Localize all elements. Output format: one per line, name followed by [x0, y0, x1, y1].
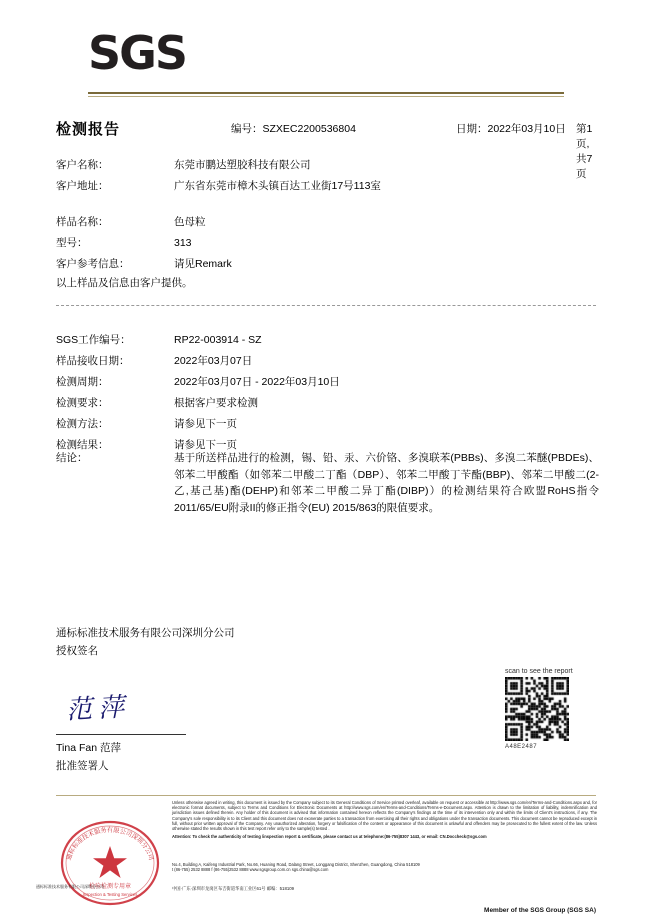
customer-name-label: 客户名称：	[56, 159, 109, 171]
field-row	[56, 233, 601, 254]
field-row	[56, 155, 601, 176]
handwritten-signature: 范萍	[65, 692, 131, 726]
test-results-label: 检测结果：	[56, 439, 109, 451]
report-number-value: SZXEC2200536804	[262, 123, 356, 135]
field-row	[56, 414, 601, 435]
footer-member: Member of the SGS Group (SGS SA)	[484, 907, 596, 914]
field-row	[56, 393, 601, 414]
authorized-signature-label: 授权签名	[56, 645, 98, 657]
customer-address-label: 客户地址：	[56, 180, 109, 192]
sgs-logo	[88, 26, 187, 80]
svg-text:Inspection & Testing Services: Inspection & Testing Services	[82, 892, 138, 897]
test-method-value: 请参见下一页	[174, 418, 237, 430]
sgs-logo-text: SGS	[88, 26, 187, 80]
footer-address-cn: 中国·广东·深圳市龙岗区布吉街道华南工业区61号 邮编：518109	[172, 886, 294, 891]
field-row	[56, 372, 601, 393]
sample-block	[56, 212, 601, 275]
field-row	[56, 330, 601, 351]
footer-address	[172, 862, 597, 873]
signature-underline	[56, 734, 186, 735]
footer-attention: Attention: To check the authenticity of testing /inspection report & certificate, please contact us at telephone:(86-755)8307 1443, or email: CN.Doccheck@sgs.com	[172, 833, 487, 839]
report-number-label: 编号：	[231, 123, 263, 135]
customer-reference-label: 客户参考信息：	[56, 258, 130, 270]
report-date-value: 2022年03月10日	[487, 123, 566, 135]
test-results-value: 请参见下一页	[174, 439, 237, 451]
sgs-job-no-label: SGS工作编号：	[56, 334, 131, 346]
sample-received-value: 2022年03月07日	[174, 355, 253, 367]
qr-caption: scan to see the report	[505, 668, 573, 675]
footer-address-en: No.4, Building A, Kaifeng Industrial Park, No.66, Huaning Road, Dalang Street, Longgang District, Shenzhen, Guangdong, China 518109	[172, 862, 420, 867]
signer-name: Tina Fan 范萍	[56, 742, 121, 754]
field-row	[56, 351, 601, 372]
signing-company: 通标标准技术服务有限公司深圳分公司	[56, 627, 235, 639]
signer-role: 批准签署人	[56, 760, 109, 772]
report-page-info: 第1页,共7页	[576, 123, 593, 180]
header-rule-secondary	[88, 96, 564, 97]
customer-block	[56, 155, 601, 197]
svg-text:检验检测专用章: 检验检测专用章	[88, 883, 132, 890]
header-rule	[88, 92, 564, 94]
field-row	[56, 176, 601, 197]
test-method-label: 检测方法：	[56, 418, 109, 430]
footer-terms	[172, 800, 597, 842]
conclusion-label: 结论：	[56, 452, 88, 464]
sample-name-label: 样品名称：	[56, 216, 109, 228]
sample-received-label: 样品接收日期：	[56, 355, 130, 367]
qr-id: A48E2487	[505, 744, 538, 750]
section-divider	[56, 305, 596, 306]
footer-paragraph: Unless otherwise agreed in writing, this document is issued by the Company subject to its General Conditions of Service printed overleaf, available on request or accessible at http://www.sgs.com/en/Terms-and-Conditions.aspx and, for electronic format documents, subject to Terms and Conditions for Electronic Documents at http://www.sgs.com/en/Terms-and-Conditions/Terms-e-Document.aspx. Attention is drawn to the limitation of liability, indemnification and jurisdiction issues defined therein. Any holder of this document is advised that information contained hereon reflects the Company's findings at the time of its intervention only and within the limits of Client's instructions, if any. The Company's sole responsibility is to its Client and this document does not exonerate parties to a transaction from exercising all their rights and obligations under the transaction documents. This document cannot be reproduced except in full, without prior written approval of the Company. Any unauthorized alteration, forgery or falsification of the content or appearance of this document is unlawful and offenders may be prosecuted to the fullest extent of the law. Unless otherwise stated the results shown in this test report refer only to the sample(s) tested .	[172, 800, 597, 832]
field-row	[56, 212, 601, 233]
page-title: 检测报告	[56, 121, 121, 138]
qr-canvas	[505, 677, 569, 741]
testing-block	[56, 330, 601, 456]
footer-contact: t (86-755) 2532 8888 f (86-755)2532 8888 www.sgsgroup.com.cn sgs.china@sgs.com	[172, 867, 329, 873]
footer-company-cn: 通标标准技术服务有限公司深圳分公司	[36, 884, 104, 889]
sgs-job-no-value: RP22-003914 - SZ	[174, 334, 262, 346]
stamp-graphic	[58, 818, 162, 908]
qr-code[interactable]	[505, 677, 569, 741]
field-row	[56, 254, 601, 275]
sample-note: 以上样品及信息由客户提供。	[56, 277, 193, 289]
footer-rule	[56, 795, 596, 796]
sample-model-label: 型号：	[56, 237, 88, 249]
conclusion-text: 基于所送样品进行的检测，锡、铅、汞、六价铬、多溴联苯(PBBs)、多溴二苯醚(PBDEs)、邻苯二甲酸酯（如邻苯二甲酸二丁酯（DBP）、邻苯二甲酸丁苄酯(BBP)、邻苯二甲酸二(2-乙,基己基)酯(DEHP)和邻苯二甲酸二异丁酯(DIBP)）的检测结果符合欧盟RoHS指令2011/65/EU附录II的修正指令(EU) 2015/863的限值要求。	[174, 452, 599, 514]
test-requested-value: 根据客户要求检测	[174, 397, 258, 409]
footer-left-note	[36, 884, 171, 889]
customer-name-value: 东莞市鹏达塑胶科技有限公司	[174, 159, 311, 171]
test-requested-label: 检测要求：	[56, 397, 109, 409]
svg-text:通标标准技术服务有限公司深圳分公司: 通标标准技术服务有限公司深圳分公司	[65, 827, 155, 862]
company-stamp	[58, 818, 162, 908]
customer-address-value: 广东省东莞市樟木头镇百达工业街17号113室	[174, 180, 381, 192]
testing-period-label: 检测周期：	[56, 376, 109, 388]
report-date-label: 日期：	[456, 123, 488, 135]
sample-model-value: 313	[174, 237, 192, 249]
report-date	[456, 121, 566, 136]
sample-name-value: 色母粒	[174, 216, 206, 228]
testing-period-value: 2022年03月07日 - 2022年03月10日	[174, 376, 340, 388]
customer-reference-value: 请见Remark	[174, 258, 232, 270]
report-number	[231, 121, 356, 136]
